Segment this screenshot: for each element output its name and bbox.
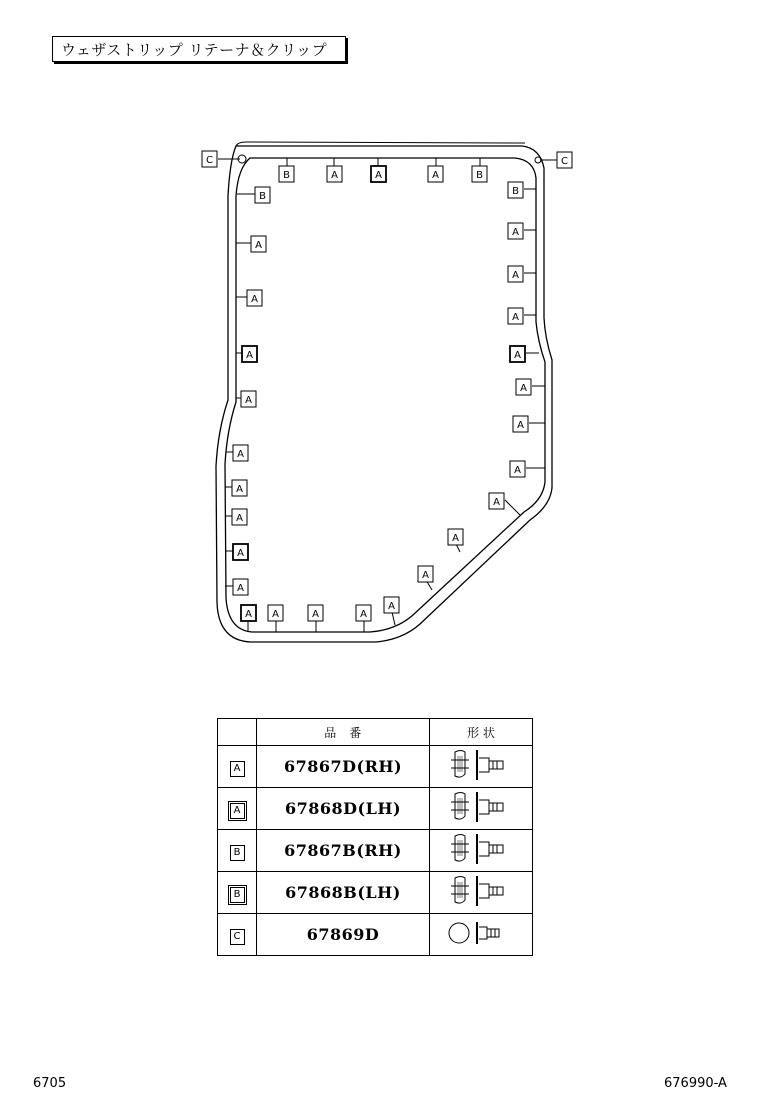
table-row (218, 746, 533, 788)
callout-letter: A (512, 227, 519, 238)
callout-box-a (242, 346, 257, 362)
diagram-title: ウェザストリップ リテーナ＆クリップ (52, 36, 346, 62)
callout-box-c (202, 151, 217, 167)
callout-box-b (508, 182, 523, 198)
weatherstrip-inner (225, 158, 545, 632)
callout-box-a (241, 605, 256, 621)
page-code: 6705 (33, 1076, 67, 1091)
callout-box-c (557, 152, 572, 168)
callout-box-a (448, 529, 463, 545)
clip-retainer-icon (430, 788, 533, 830)
callout-box-b (279, 166, 294, 182)
callout-letter: A (512, 270, 519, 281)
callout-box-a (356, 605, 371, 621)
callout-letter: A (272, 609, 279, 620)
clip-retainer-icon (430, 746, 533, 788)
callout-box-a (508, 223, 523, 239)
callout-box-a (233, 445, 248, 461)
header-part-no: 品 番 (257, 719, 430, 746)
callout-letter: A (237, 449, 244, 460)
callout-letter: A (251, 294, 258, 305)
code-box: B (230, 845, 245, 861)
callout-letter: A (237, 583, 244, 594)
callout-box-a (510, 461, 525, 477)
code-box: B (230, 887, 245, 903)
part-number: 67867D(RH) (257, 746, 430, 788)
part-number: 67868B(LH) (257, 872, 430, 914)
drawing-number: 676990-A (664, 1076, 727, 1091)
code-box: A (230, 761, 245, 777)
callout-letter: A (432, 170, 439, 181)
callout-letter: A (246, 350, 253, 361)
callout-box-b (472, 166, 487, 182)
part-number: 67867B(RH) (257, 830, 430, 872)
callout-leader-line (505, 500, 520, 515)
callout-letter: A (514, 350, 521, 361)
part-number: 67868D(LH) (257, 788, 430, 830)
callout-box-a (384, 597, 399, 613)
callout-letter: B (512, 186, 519, 197)
round-clip-icon (430, 914, 533, 956)
callout-box-a (508, 308, 523, 324)
code-box: A (230, 803, 245, 819)
callout-letter: A (514, 465, 521, 476)
callout-box-a (428, 166, 443, 182)
callout-letter: A (360, 609, 367, 620)
callout-box-a (516, 379, 531, 395)
callout-box-a (371, 166, 386, 182)
table-row (218, 788, 533, 830)
callout-box-a (308, 605, 323, 621)
table-row (218, 914, 533, 956)
callout-box-a (233, 544, 248, 560)
callout-box-b (255, 187, 270, 203)
parts-table (217, 718, 533, 956)
callout-letter: B (259, 191, 266, 202)
callout-box-a (232, 509, 247, 525)
callout-letter: A (452, 533, 459, 544)
callout-letter: C (206, 155, 213, 166)
callout-box-a (247, 290, 262, 306)
callout-letter: C (561, 156, 568, 167)
callout-letter: A (388, 601, 395, 612)
callout-letter: A (375, 170, 382, 181)
callout-letter: A (236, 484, 243, 495)
header-shape: 形 状 (430, 719, 533, 746)
callout-box-a (241, 391, 256, 407)
callout-letter: A (237, 548, 244, 559)
callout-letter: A (255, 240, 262, 251)
callout-box-a (510, 346, 525, 362)
table-row (218, 830, 533, 872)
callout-box-a (232, 480, 247, 496)
callout-box-a (418, 566, 433, 582)
callout-letter: A (236, 513, 243, 524)
callout-letter: A (520, 383, 527, 394)
callout-box-a (513, 416, 528, 432)
callout-box-a (268, 605, 283, 621)
header-code (218, 719, 257, 746)
callout-box-a (508, 266, 523, 282)
callout-letter: B (476, 170, 483, 181)
callout-letter: B (283, 170, 290, 181)
callout-box-a (251, 236, 266, 252)
callout-box-a (327, 166, 342, 182)
callout-letter: A (493, 497, 500, 508)
callout-letter: A (245, 395, 252, 406)
callout-letter: A (517, 420, 524, 431)
callout-letter: A (331, 170, 338, 181)
door-outline-outer (216, 146, 552, 642)
clip-retainer-icon (430, 830, 533, 872)
clip-retainer-icon (430, 872, 533, 914)
callout-letter: A (245, 609, 252, 620)
callout-letter: A (512, 312, 519, 323)
callout-letter: A (312, 609, 319, 620)
callout-box-a (489, 493, 504, 509)
table-header-row (218, 719, 533, 746)
code-box: C (230, 929, 245, 945)
callout-letter: A (422, 570, 429, 581)
part-number: 67869D (257, 914, 430, 956)
table-row (218, 872, 533, 914)
callout-box-a (233, 579, 248, 595)
callout-leader-line (392, 612, 395, 625)
